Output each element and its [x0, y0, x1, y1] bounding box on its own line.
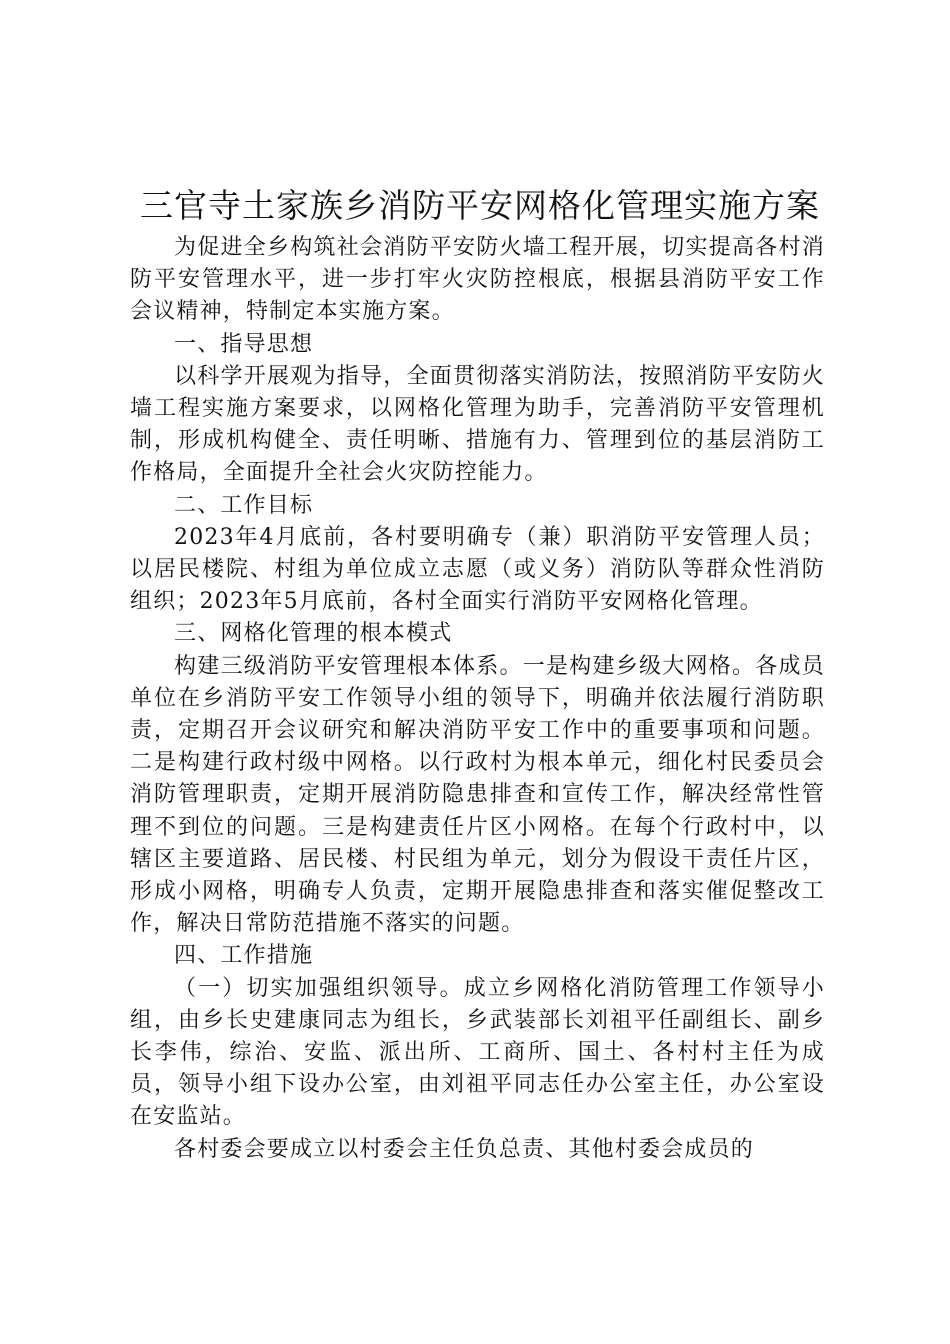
grid-model-paragraph: 构建三级消防平安管理根本体系。一是构建乡级大网格。各成员单位在乡消防平安工作领导小组的领导下，明确并依法履行消防职责，定期召开会议研究和解决消防平安工作中的重要事项和问题。二是构建行政村级中网格。以行政村为根本单元，细化村民委员会消防管理职责，定期开展消防隐患排查和宣传工作，解决经常性管理不到位的问题。三是构建责任片区小网格。在每个行政村中，以辖区主要道路、居民楼、村民组为单元，划分为假设干责任片区，形成小网格，明确专人负责，定期开展隐患排查和落实催促整改工作，解决日常防范措施不落实的问题。: [130, 653, 825, 937]
document-title: 三官寺土家族乡消防平安网格化管理实施方案: [140, 186, 820, 225]
work-measures-paragraph-2: 各村委会要成立以村委会主任负总责、其他村委会成员的: [174, 1136, 755, 1162]
section-heading-work-measures: 四、工作措施: [174, 943, 314, 969]
document-body: [130, 232, 825, 1166]
intro-paragraph: 为促进全乡构筑社会消防平安防火墙工程开展，切实提高各村消防平安管理水平，进一步打牢火灾防控根底，根据县消防平安工作会议精神，特制定本实施方案。: [130, 235, 825, 325]
guiding-thought-paragraph: 以科学开展观为指导，全面贯彻落实消防法，按照消防平安防火墙工程实施方案要求，以网格化管理为助手，完善消防平安管理机制，形成机构健全、责任明晰、措施有力、管理到位的基层消防工作格局，全面提升全社会火灾防控能力。: [130, 363, 825, 486]
section-heading-guiding-thought: 一、指导思想: [174, 331, 314, 357]
section-heading-grid-model: 三、网格化管理的根本模式: [174, 621, 453, 647]
work-goals-paragraph: 2023年4月底前，各村要明确专（兼）职消防平安管理人员；以居民楼院、村组为单位成立志愿（或义务）消防队等群众性消防组织；2023年5月底前，各村全面实行消防平安网格化管理。: [130, 524, 825, 615]
work-measures-paragraph-1: （一）切实加强组织领导。成立乡网格化消防管理工作领导小组，由乡长史建康同志为组长，乡武装部长刘祖平任副组长、副乡长李伟，综治、安监、派出所、工商所、国土、各村村主任为成员，领导小组下设办公室，由刘祖平同志任办公室主任，办公室设在安监站。: [130, 975, 825, 1130]
section-heading-work-goals: 二、工作目标: [174, 492, 314, 518]
